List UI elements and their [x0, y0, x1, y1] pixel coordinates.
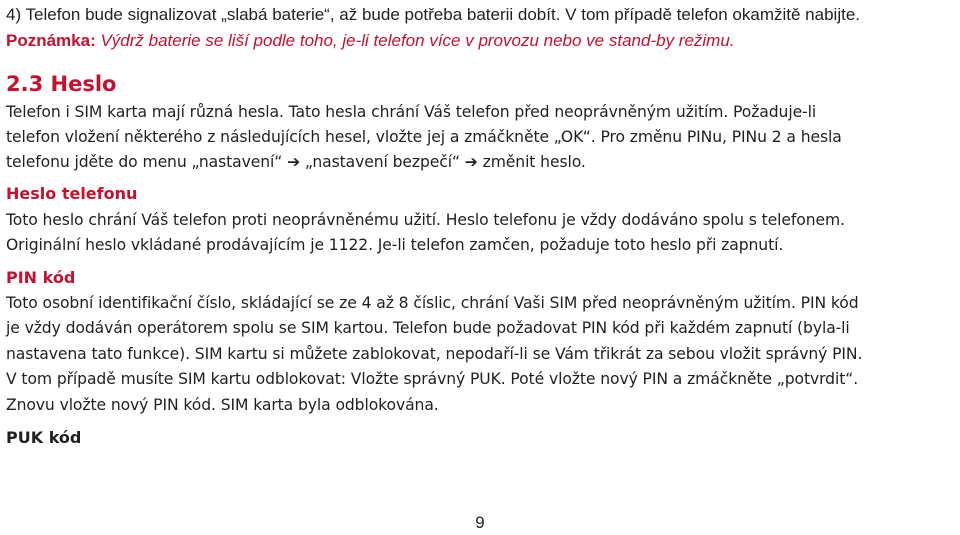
- arrow-right-icon: ➔: [464, 153, 478, 171]
- section-paragraph-line-1: Telefon i SIM karta mají různá hesla. Tato hesla chrání Váš telefon před neoprávněným užitím. Požaduje-li: [6, 103, 817, 121]
- section-menu-path-line: [6, 149, 586, 175]
- section-heading-password: 2.3 Heslo: [6, 72, 117, 96]
- subheading-puk-code: PUK kód: [6, 428, 82, 447]
- pin-line-4: V tom případě musíte SIM kartu odblokovat: Vložte správný PUK. Poté vložte nový PIN a zmáčkněte „potvrdit“.: [6, 370, 859, 388]
- section-paragraph-line-2: telefon vložení některého z následujících hesel, vložte jej a zmáčkněte „OK“. Pro změnu PINu, PINu 2 a hesla: [6, 128, 842, 146]
- pin-line-1: Toto osobní identifikační číslo, skládající se ze 4 až 8 číslic, chrání Vaši SIM před neoprávněným užitím. PIN kód: [6, 294, 859, 312]
- page-number: 9: [475, 513, 485, 532]
- intro-note-line: [6, 28, 735, 54]
- pin-line-2: je vždy dodáván operátorem spolu se SIM kartou. Telefon bude požadovat PIN kód při každém zapnutí (byla-li: [6, 319, 850, 337]
- note-label: Poznámka:: [6, 31, 96, 50]
- menu-path-after: změnit heslo.: [477, 153, 586, 171]
- intro-battery-line: 4) Telefon bude signalizovat „slabá baterie“, až bude potřeba baterii dobít. V tom případě telefon okamžitě nabijte.: [6, 5, 860, 24]
- arrow-right-icon: ➔: [287, 153, 301, 171]
- menu-path-before: telefonu jděte do menu „nastavení“: [6, 153, 288, 171]
- pin-line-5: Znovu vložte nový PIN kód. SIM karta byla odblokována.: [6, 396, 439, 414]
- subheading-phone-password: Heslo telefonu: [6, 184, 138, 203]
- phone-password-line-1: Toto heslo chrání Váš telefon proti neoprávněnému užití. Heslo telefonu je vždy dodáváno spolu s telefonem.: [6, 211, 845, 229]
- menu-path-middle: „nastavení bezpečí“: [300, 153, 465, 171]
- pin-line-3: nastavena tato funkce). SIM kartu si můžete zablokovat, nepodaří-li se Vám třikrát za sebou vložit správný PIN.: [6, 345, 863, 363]
- subheading-pin-code: PIN kód: [6, 268, 76, 287]
- phone-password-line-2: Originální heslo vkládané prodávajícím je 1122. Je-li telefon zamčen, požaduje toto heslo při zapnutí.: [6, 236, 784, 254]
- note-text: Výdrž baterie se liší podle toho, je-li telefon více v provozu nebo ve stand-by režimu.: [95, 31, 735, 50]
